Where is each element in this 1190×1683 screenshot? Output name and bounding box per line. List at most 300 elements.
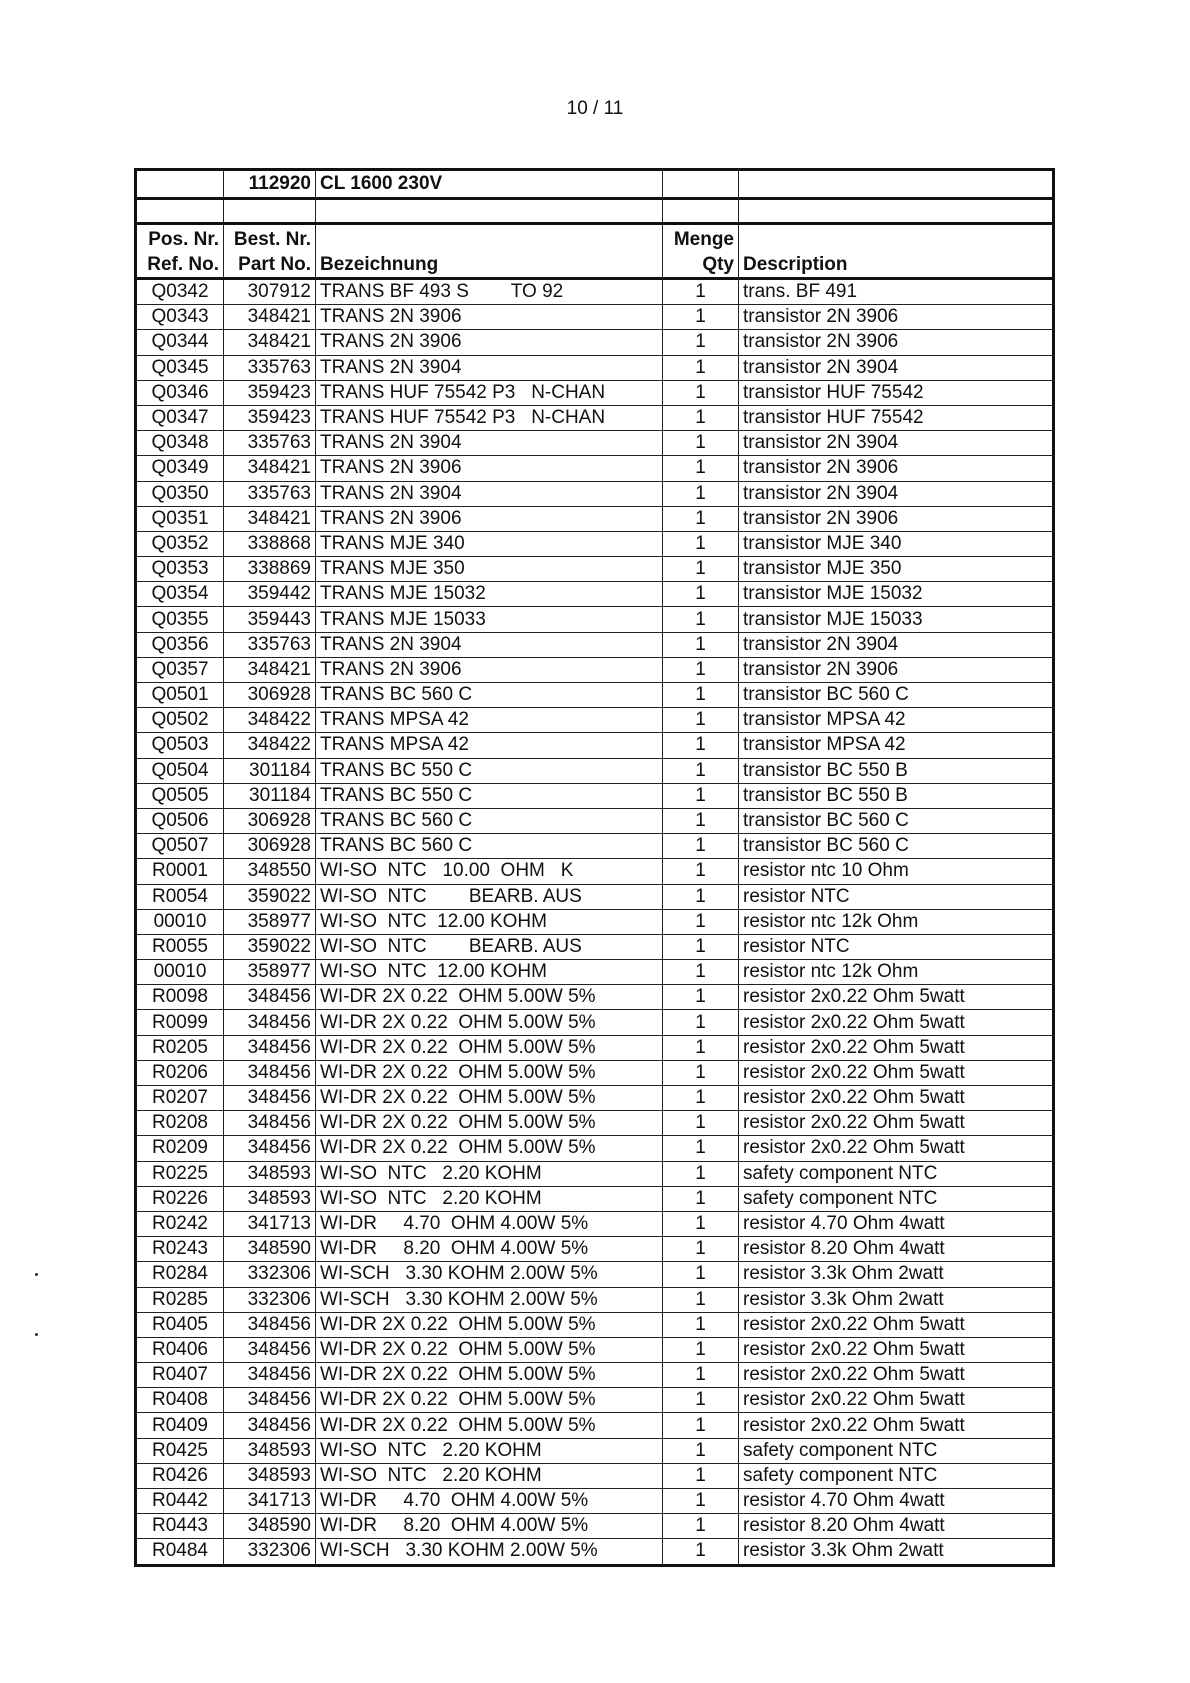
title-qty-cell (663, 170, 739, 199)
cell-qty: 1 (663, 481, 739, 506)
cell-bezeichnung: TRANS BC 560 C (316, 834, 663, 859)
header-qty-en: Qty (702, 254, 734, 275)
header-pos-de: Pos. Nr. (148, 229, 219, 250)
cell-description: resistor 4.70 Ohm 4watt (739, 1211, 1054, 1236)
cell-part-no: 348456 (224, 1388, 316, 1413)
cell-qty: 1 (663, 380, 739, 405)
header-name-en: Bezeichnung (320, 254, 439, 275)
cell-pos-nr: Q0505 (136, 783, 224, 808)
cell-pos-nr: R0206 (136, 1060, 224, 1085)
cell-bezeichnung: WI-SCH 3.30 KOHM 2.00W 5% (316, 1539, 663, 1565)
cell-part-no: 348456 (224, 1111, 316, 1136)
table-row (136, 1438, 1054, 1463)
cell-description: safety component NTC (739, 1438, 1054, 1463)
cell-description: safety component NTC (739, 1463, 1054, 1488)
cell-qty: 1 (663, 1438, 739, 1463)
cell-pos-nr: R0409 (136, 1413, 224, 1438)
cell-bezeichnung: WI-SO NTC BEARB. AUS (316, 934, 663, 959)
cell-qty: 1 (663, 1463, 739, 1488)
table-row (136, 1086, 1054, 1111)
cell-part-no: 307912 (224, 279, 316, 305)
cell-bezeichnung: TRANS MJE 350 (316, 557, 663, 582)
cell-pos-nr: Q0357 (136, 657, 224, 682)
cell-pos-nr: Q0352 (136, 531, 224, 556)
cell-part-no: 348456 (224, 985, 316, 1010)
table-row (136, 431, 1054, 456)
cell-part-no: 306928 (224, 834, 316, 859)
cell-pos-nr: R0405 (136, 1312, 224, 1337)
cell-qty: 1 (663, 1388, 739, 1413)
cell-pos-nr: R0208 (136, 1111, 224, 1136)
table-row (136, 456, 1054, 481)
cell-bezeichnung: TRANS HUF 75542 P3 N-CHAN (316, 405, 663, 430)
cell-pos-nr: R0098 (136, 985, 224, 1010)
table-row (136, 1211, 1054, 1236)
cell-part-no: 359022 (224, 934, 316, 959)
table-row (136, 884, 1054, 909)
cell-part-no: 359423 (224, 380, 316, 405)
cell-part-no: 348550 (224, 859, 316, 884)
cell-description: resistor 2x0.22 Ohm 5watt (739, 1312, 1054, 1337)
table-row (136, 607, 1054, 632)
cell-part-no: 358977 (224, 960, 316, 985)
table-row (136, 1388, 1054, 1413)
cell-qty: 1 (663, 456, 739, 481)
table-row (136, 305, 1054, 330)
cell-pos-nr: R0225 (136, 1161, 224, 1186)
cell-qty: 1 (663, 985, 739, 1010)
cell-qty: 1 (663, 1086, 739, 1111)
title-desc-cell (739, 170, 1054, 199)
header-part-en: Part No. (238, 254, 311, 275)
cell-description: transistor 2N 3906 (739, 657, 1054, 682)
cell-qty: 1 (663, 708, 739, 733)
cell-pos-nr: R0442 (136, 1489, 224, 1514)
table-row (136, 506, 1054, 531)
table-row (136, 557, 1054, 582)
cell-qty: 1 (663, 1186, 739, 1211)
cell-bezeichnung: TRANS 2N 3906 (316, 456, 663, 481)
table-row (136, 1136, 1054, 1161)
cell-part-no: 301184 (224, 783, 316, 808)
cell-bezeichnung: WI-DR 2X 0.22 OHM 5.00W 5% (316, 1111, 663, 1136)
scan-speck (35, 1273, 38, 1276)
cell-pos-nr: R0242 (136, 1211, 224, 1236)
cell-part-no: 348421 (224, 305, 316, 330)
cell-pos-nr: R0407 (136, 1363, 224, 1388)
cell-part-no: 341713 (224, 1211, 316, 1236)
header-desc (739, 224, 1054, 279)
cell-bezeichnung: TRANS 2N 3904 (316, 481, 663, 506)
cell-description: transistor BC 550 B (739, 758, 1054, 783)
cell-qty: 1 (663, 355, 739, 380)
table-row (136, 481, 1054, 506)
cell-description: resistor NTC (739, 934, 1054, 959)
cell-qty: 1 (663, 330, 739, 355)
cell-pos-nr: 00010 (136, 960, 224, 985)
cell-pos-nr: R0406 (136, 1337, 224, 1362)
cell-description: transistor BC 560 C (739, 808, 1054, 833)
table-row (136, 934, 1054, 959)
cell-pos-nr: Q0344 (136, 330, 224, 355)
cell-bezeichnung: WI-DR 2X 0.22 OHM 5.00W 5% (316, 1060, 663, 1085)
cell-bezeichnung: TRANS BC 550 C (316, 783, 663, 808)
cell-part-no: 332306 (224, 1287, 316, 1312)
cell-description: transistor 2N 3906 (739, 456, 1054, 481)
cell-qty: 1 (663, 305, 739, 330)
cell-bezeichnung: WI-SO NTC BEARB. AUS (316, 884, 663, 909)
cell-description: transistor HUF 75542 (739, 405, 1054, 430)
cell-part-no: 301184 (224, 758, 316, 783)
cell-pos-nr: R0226 (136, 1186, 224, 1211)
cell-part-no: 348590 (224, 1237, 316, 1262)
cell-pos-nr: Q0504 (136, 758, 224, 783)
cell-description: transistor 2N 3904 (739, 632, 1054, 657)
cell-part-no: 348421 (224, 456, 316, 481)
cell-qty: 1 (663, 683, 739, 708)
cell-bezeichnung: TRANS MJE 15033 (316, 607, 663, 632)
cell-part-no: 332306 (224, 1539, 316, 1565)
cell-part-no: 348456 (224, 1413, 316, 1438)
cell-bezeichnung: TRANS 2N 3906 (316, 506, 663, 531)
cell-bezeichnung: WI-SO NTC 12.00 KOHM (316, 960, 663, 985)
cell-bezeichnung: TRANS BF 493 S TO 92 (316, 279, 663, 305)
cell-description: transistor 2N 3906 (739, 305, 1054, 330)
cell-qty: 1 (663, 405, 739, 430)
table-row (136, 657, 1054, 682)
cell-pos-nr: R0001 (136, 859, 224, 884)
cell-bezeichnung: TRANS MJE 340 (316, 531, 663, 556)
cell-pos-nr: 00010 (136, 909, 224, 934)
header-name (316, 224, 663, 279)
table-row (136, 985, 1054, 1010)
cell-bezeichnung: TRANS MJE 15032 (316, 582, 663, 607)
cell-part-no: 335763 (224, 355, 316, 380)
header-qty (663, 224, 739, 279)
cell-pos-nr: R0207 (136, 1086, 224, 1111)
table-row (136, 1463, 1054, 1488)
table-row (136, 582, 1054, 607)
spacer-row (136, 199, 1054, 224)
table-row (136, 632, 1054, 657)
table-row (136, 758, 1054, 783)
cell-qty: 1 (663, 909, 739, 934)
cell-part-no: 332306 (224, 1262, 316, 1287)
table-row (136, 1035, 1054, 1060)
table-row (136, 380, 1054, 405)
cell-qty: 1 (663, 1287, 739, 1312)
cell-bezeichnung: WI-DR 2X 0.22 OHM 5.00W 5% (316, 985, 663, 1010)
cell-pos-nr: Q0342 (136, 279, 224, 305)
table-row (136, 708, 1054, 733)
table-row (136, 405, 1054, 430)
cell-description: resistor 2x0.22 Ohm 5watt (739, 1035, 1054, 1060)
table-row (136, 1489, 1054, 1514)
cell-qty: 1 (663, 834, 739, 859)
header-pos-en: Ref. No. (147, 254, 219, 275)
cell-bezeichnung: WI-DR 2X 0.22 OHM 5.00W 5% (316, 1086, 663, 1111)
cell-description: resistor 3.3k Ohm 2watt (739, 1287, 1054, 1312)
cell-bezeichnung: WI-SCH 3.30 KOHM 2.00W 5% (316, 1287, 663, 1312)
cell-description: resistor 2x0.22 Ohm 5watt (739, 1136, 1054, 1161)
cell-bezeichnung: TRANS 2N 3906 (316, 330, 663, 355)
cell-description: transistor 2N 3906 (739, 330, 1054, 355)
cell-description: resistor 3.3k Ohm 2watt (739, 1262, 1054, 1287)
table-row (136, 859, 1054, 884)
cell-qty: 1 (663, 632, 739, 657)
cell-pos-nr: Q0502 (136, 708, 224, 733)
table-row (136, 1413, 1054, 1438)
cell-description: transistor BC 550 B (739, 783, 1054, 808)
cell-part-no: 359442 (224, 582, 316, 607)
cell-qty: 1 (663, 279, 739, 305)
table-row (136, 1337, 1054, 1362)
cell-qty: 1 (663, 506, 739, 531)
table-row (136, 808, 1054, 833)
cell-bezeichnung: TRANS BC 560 C (316, 683, 663, 708)
cell-part-no: 335763 (224, 632, 316, 657)
cell-part-no: 359443 (224, 607, 316, 632)
cell-description: resistor 8.20 Ohm 4watt (739, 1237, 1054, 1262)
cell-part-no: 348593 (224, 1161, 316, 1186)
cell-part-no: 348421 (224, 506, 316, 531)
cell-part-no: 348421 (224, 657, 316, 682)
cell-description: resistor 2x0.22 Ohm 5watt (739, 1086, 1054, 1111)
cell-pos-nr: R0284 (136, 1262, 224, 1287)
cell-description: resistor ntc 12k Ohm (739, 960, 1054, 985)
cell-pos-nr: Q0343 (136, 305, 224, 330)
cell-pos-nr: R0205 (136, 1035, 224, 1060)
cell-part-no: 338868 (224, 531, 316, 556)
cell-bezeichnung: TRANS 2N 3904 (316, 431, 663, 456)
table-row (136, 683, 1054, 708)
header-part-de: Best. Nr. (233, 229, 311, 250)
cell-bezeichnung: TRANS BC 550 C (316, 758, 663, 783)
cell-part-no: 306928 (224, 808, 316, 833)
cell-description: resistor 4.70 Ohm 4watt (739, 1489, 1054, 1514)
cell-bezeichnung: WI-SO NTC 2.20 KOHM (316, 1161, 663, 1186)
cell-description: resistor 2x0.22 Ohm 5watt (739, 1010, 1054, 1035)
cell-description: resistor 2x0.22 Ohm 5watt (739, 1111, 1054, 1136)
cell-bezeichnung: TRANS MPSA 42 (316, 708, 663, 733)
cell-bezeichnung: WI-DR 2X 0.22 OHM 5.00W 5% (316, 1337, 663, 1362)
cell-description: transistor MJE 350 (739, 557, 1054, 582)
cell-description: resistor 3.3k Ohm 2watt (739, 1539, 1054, 1565)
cell-bezeichnung: WI-DR 2X 0.22 OHM 5.00W 5% (316, 1363, 663, 1388)
cell-part-no: 359022 (224, 884, 316, 909)
header-pos (136, 224, 224, 279)
table-row (136, 1186, 1054, 1211)
cell-description: resistor 2x0.22 Ohm 5watt (739, 1363, 1054, 1388)
cell-bezeichnung: WI-SCH 3.30 KOHM 2.00W 5% (316, 1262, 663, 1287)
cell-part-no: 359423 (224, 405, 316, 430)
cell-bezeichnung: WI-SO NTC 2.20 KOHM (316, 1463, 663, 1488)
cell-pos-nr: R0243 (136, 1237, 224, 1262)
cell-description: safety component NTC (739, 1186, 1054, 1211)
cell-pos-nr: Q0349 (136, 456, 224, 481)
table-row (136, 960, 1054, 985)
assembly-part-no: 112920 (224, 170, 316, 199)
cell-part-no: 348593 (224, 1438, 316, 1463)
cell-qty: 1 (663, 431, 739, 456)
cell-pos-nr: Q0353 (136, 557, 224, 582)
cell-bezeichnung: TRANS 2N 3906 (316, 305, 663, 330)
cell-pos-nr: Q0507 (136, 834, 224, 859)
cell-pos-nr: R0099 (136, 1010, 224, 1035)
header-qty-de: Menge (673, 229, 734, 250)
cell-pos-nr: R0209 (136, 1136, 224, 1161)
cell-description: transistor MJE 15033 (739, 607, 1054, 632)
cell-qty: 1 (663, 582, 739, 607)
cell-description: trans. BF 491 (739, 279, 1054, 305)
cell-part-no: 358977 (224, 909, 316, 934)
cell-part-no: 335763 (224, 481, 316, 506)
table-row (136, 733, 1054, 758)
cell-bezeichnung: WI-DR 2X 0.22 OHM 5.00W 5% (316, 1312, 663, 1337)
cell-description: transistor MPSA 42 (739, 708, 1054, 733)
column-header-row (136, 224, 1054, 279)
assembly-title-row (136, 170, 1054, 199)
cell-pos-nr: R0054 (136, 884, 224, 909)
cell-bezeichnung: WI-DR 8.20 OHM 4.00W 5% (316, 1237, 663, 1262)
cell-bezeichnung: WI-DR 2X 0.22 OHM 5.00W 5% (316, 1035, 663, 1060)
cell-description: transistor BC 560 C (739, 834, 1054, 859)
cell-part-no: 348456 (224, 1136, 316, 1161)
cell-pos-nr: Q0351 (136, 506, 224, 531)
table-row (136, 330, 1054, 355)
cell-pos-nr: R0484 (136, 1539, 224, 1565)
cell-qty: 1 (663, 1237, 739, 1262)
cell-qty: 1 (663, 1010, 739, 1035)
cell-bezeichnung: WI-DR 4.70 OHM 4.00W 5% (316, 1211, 663, 1236)
cell-part-no: 341713 (224, 1489, 316, 1514)
cell-qty: 1 (663, 960, 739, 985)
cell-qty: 1 (663, 1337, 739, 1362)
cell-bezeichnung: TRANS 2N 3906 (316, 657, 663, 682)
cell-qty: 1 (663, 1111, 739, 1136)
cell-pos-nr: R0408 (136, 1388, 224, 1413)
cell-part-no: 348456 (224, 1086, 316, 1111)
cell-part-no: 348422 (224, 733, 316, 758)
cell-pos-nr: R0426 (136, 1463, 224, 1488)
cell-qty: 1 (663, 1136, 739, 1161)
cell-qty: 1 (663, 758, 739, 783)
table-row (136, 834, 1054, 859)
cell-bezeichnung: WI-DR 4.70 OHM 4.00W 5% (316, 1489, 663, 1514)
cell-part-no: 348456 (224, 1312, 316, 1337)
cell-qty: 1 (663, 531, 739, 556)
cell-pos-nr: Q0347 (136, 405, 224, 430)
table-row (136, 1287, 1054, 1312)
cell-pos-nr: Q0348 (136, 431, 224, 456)
cell-bezeichnung: WI-SO NTC 10.00 OHM K (316, 859, 663, 884)
cell-part-no: 348421 (224, 330, 316, 355)
cell-qty: 1 (663, 1035, 739, 1060)
cell-description: transistor 2N 3904 (739, 481, 1054, 506)
cell-description: resistor 8.20 Ohm 4watt (739, 1514, 1054, 1539)
cell-qty: 1 (663, 1060, 739, 1085)
cell-pos-nr: Q0346 (136, 380, 224, 405)
cell-part-no: 348593 (224, 1463, 316, 1488)
cell-bezeichnung: TRANS BC 560 C (316, 808, 663, 833)
cell-description: transistor 2N 3904 (739, 431, 1054, 456)
cell-pos-nr: R0425 (136, 1438, 224, 1463)
cell-description: resistor ntc 10 Ohm (739, 859, 1054, 884)
cell-qty: 1 (663, 1363, 739, 1388)
cell-pos-nr: Q0503 (136, 733, 224, 758)
table-row (136, 783, 1054, 808)
cell-bezeichnung: TRANS 2N 3904 (316, 355, 663, 380)
cell-description: resistor 2x0.22 Ohm 5watt (739, 1388, 1054, 1413)
cell-part-no: 348456 (224, 1060, 316, 1085)
table-row (136, 279, 1054, 305)
table-row (136, 1312, 1054, 1337)
cell-bezeichnung: TRANS 2N 3904 (316, 632, 663, 657)
table-row (136, 1514, 1054, 1539)
scan-speck (35, 1333, 38, 1336)
header-part (224, 224, 316, 279)
cell-pos-nr: Q0345 (136, 355, 224, 380)
table-row (136, 1111, 1054, 1136)
cell-description: transistor MJE 15032 (739, 582, 1054, 607)
table-row (136, 1363, 1054, 1388)
cell-qty: 1 (663, 1161, 739, 1186)
cell-qty: 1 (663, 557, 739, 582)
cell-pos-nr: Q0501 (136, 683, 224, 708)
table-row (136, 355, 1054, 380)
cell-qty: 1 (663, 783, 739, 808)
cell-description: transistor 2N 3906 (739, 506, 1054, 531)
table-row (136, 1010, 1054, 1035)
cell-pos-nr: Q0506 (136, 808, 224, 833)
cell-description: resistor 2x0.22 Ohm 5watt (739, 1337, 1054, 1362)
cell-pos-nr: Q0354 (136, 582, 224, 607)
cell-description: resistor 2x0.22 Ohm 5watt (739, 1060, 1054, 1085)
table-row (136, 531, 1054, 556)
cell-description: transistor HUF 75542 (739, 380, 1054, 405)
cell-pos-nr: Q0356 (136, 632, 224, 657)
cell-part-no: 335763 (224, 431, 316, 456)
cell-qty: 1 (663, 1489, 739, 1514)
cell-description: transistor MPSA 42 (739, 733, 1054, 758)
cell-bezeichnung: WI-SO NTC 12.00 KOHM (316, 909, 663, 934)
cell-bezeichnung: WI-DR 8.20 OHM 4.00W 5% (316, 1514, 663, 1539)
assembly-name: CL 1600 230V (316, 170, 663, 199)
cell-pos-nr: R0285 (136, 1287, 224, 1312)
cell-pos-nr: R0055 (136, 934, 224, 959)
cell-part-no: 306928 (224, 683, 316, 708)
cell-description: transistor MJE 340 (739, 531, 1054, 556)
cell-pos-nr: Q0355 (136, 607, 224, 632)
cell-description: transistor BC 560 C (739, 683, 1054, 708)
cell-qty: 1 (663, 607, 739, 632)
cell-part-no: 348456 (224, 1035, 316, 1060)
table-row (136, 909, 1054, 934)
cell-qty: 1 (663, 859, 739, 884)
cell-qty: 1 (663, 1262, 739, 1287)
table-row (136, 1060, 1054, 1085)
cell-part-no: 348590 (224, 1514, 316, 1539)
table-row (136, 1262, 1054, 1287)
cell-bezeichnung: TRANS MPSA 42 (316, 733, 663, 758)
cell-part-no: 348422 (224, 708, 316, 733)
cell-description: resistor 2x0.22 Ohm 5watt (739, 1413, 1054, 1438)
cell-qty: 1 (663, 1312, 739, 1337)
cell-qty: 1 (663, 657, 739, 682)
table-row (136, 1161, 1054, 1186)
cell-bezeichnung: TRANS HUF 75542 P3 N-CHAN (316, 380, 663, 405)
cell-qty: 1 (663, 934, 739, 959)
